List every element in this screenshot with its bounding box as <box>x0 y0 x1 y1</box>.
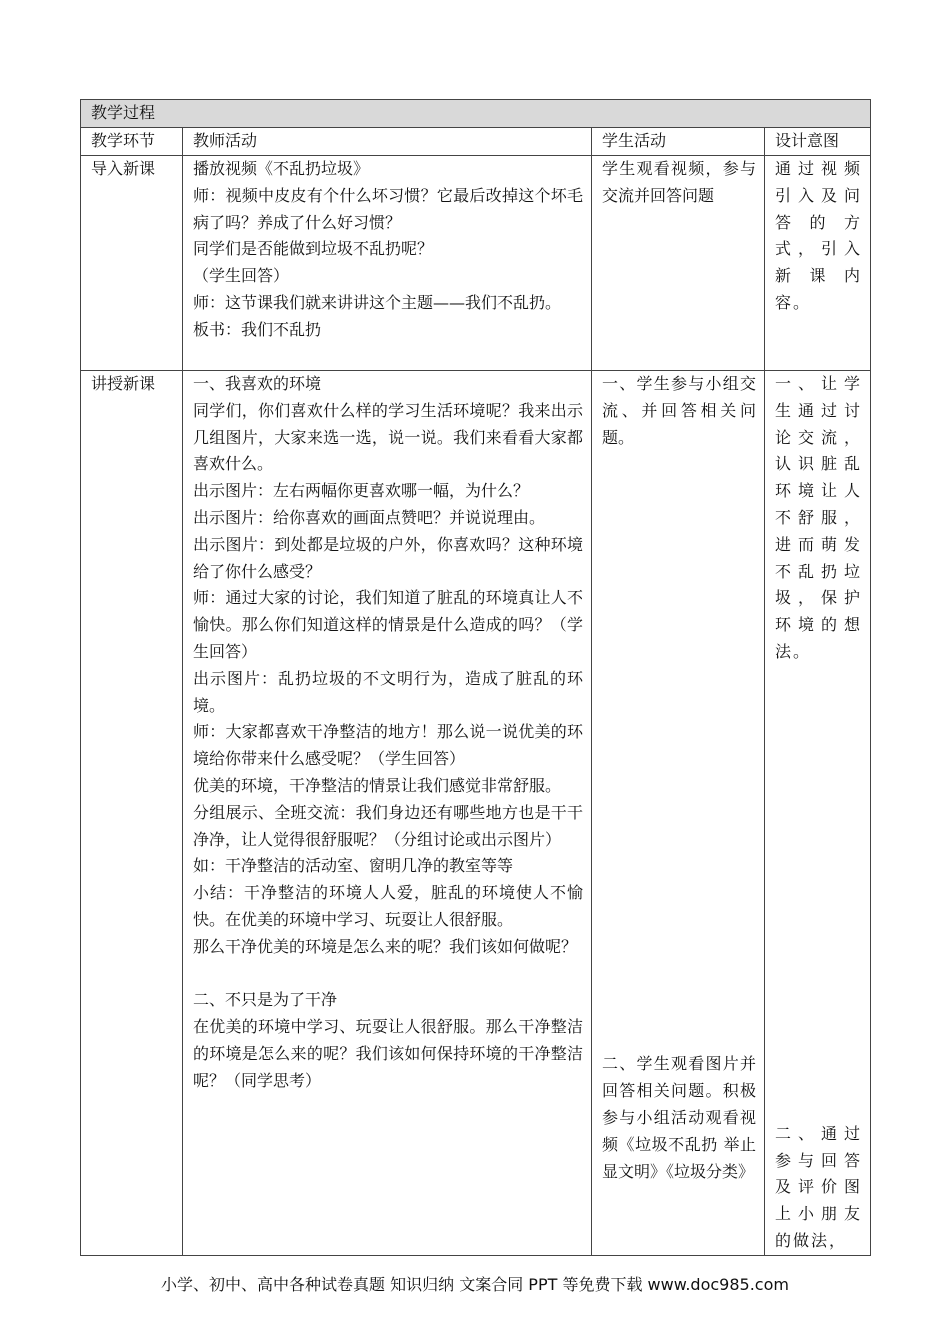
header-student: 学生活动 <box>592 128 765 156</box>
table-title: 教学过程 <box>81 100 871 128</box>
student-activity-main: 一、学生参与小组交流、并回答相关问题。 二、学生观看图片并回答相关问题。积极参与小组活动观看视频《垃圾不乱扔 举止显文明》《垃圾分类》 <box>592 371 765 1256</box>
lesson-process-table <box>80 99 871 1256</box>
student-activity-intro: 学生观看视频，参与交流并回答问题 <box>592 156 765 371</box>
header-teacher: 教师活动 <box>183 128 592 156</box>
teacher-activity-intro: 播放视频《不乱扔垃圾》 师：视频中皮皮有个什么坏习惯？它最后改掉这个坏毛病了吗？养成了什么好习惯？ 同学们是否能做到垃圾不乱扔呢？ （学生回答） 师：这节课我们就来讲讲这个主题——我们不乱扔。 板书：我们不乱扔 <box>183 156 592 371</box>
design-intent-main: 一、让学生通过讨论交流，认识脏乱环境让人不舒服，进而萌发不乱扔垃圾，保护环境的想法。 二、通过参与回答及评价图上小朋友的做法， <box>765 371 871 1256</box>
teacher-activity-main: 一、我喜欢的环境 同学们，你们喜欢什么样的学习生活环境呢？我来出示几组图片，大家来选一选，说一说。我们来看看大家都喜欢什么。 出示图片：左右两幅你更喜欢哪一幅，为什么？ 出示图片：给你喜欢的画面点赞吧？并说说理由。 出示图片：到处都是垃圾的户外，你喜欢吗？这种环境给了你什么感受？ 师：通过大家的讨论，我们知道了脏乱的环境真让人不愉快。那么你们知道这样的情景是什么造成的吗？（学生回答） 出示图片：乱扔垃圾的不文明行为，造成了脏乱的环境。 师：大家都喜欢干净整洁的地方！那么说一说优美的环境给你带来什么感受呢？（学生回答） 优美的环境，干净整洁的情景让我们感觉非常舒服。 分组展示、全班交流：我们身边还有哪些地方也是干干净净，让人觉得很舒服呢？（分组讨论或出示图片） 如：干净整洁的活动室、窗明几净的教室等等 小结：干净整洁的环境人人爱，脏乱的环境使人不愉快。在优美的环境中学习、玩耍让人很舒服。 那么干净优美的环境是怎么来的呢？我们该如何做呢？ 二、不只是为了干净 在优美的环境中学习、玩耍让人很舒服。那么干净整洁的环境是怎么来的呢？我们该如何保持环境的干净整洁呢？（同学思考） <box>183 371 592 1256</box>
stage-intro: 导入新课 <box>81 156 183 371</box>
design-intent-intro: 通过视频引入及问答的方式，引入新课内容。 <box>765 156 871 371</box>
stage-main: 讲授新课 <box>81 371 183 1256</box>
header-intent: 设计意图 <box>765 128 871 156</box>
header-stage: 教学环节 <box>81 128 183 156</box>
page-footer: 小学、初中、高中各种试卷真题 知识归纳 文案合同 PPT 等免费下载 www.doc985.com <box>161 1275 789 1294</box>
